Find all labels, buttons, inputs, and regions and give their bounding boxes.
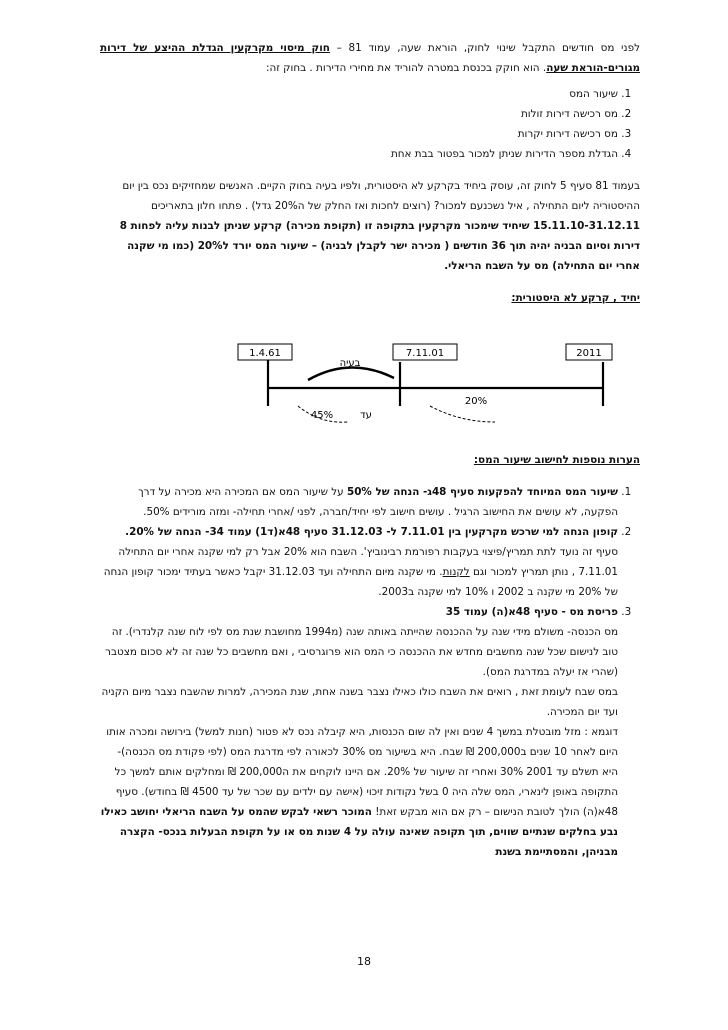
section-81-text: בעמוד 81 סעיף 5 לחוק זה, עוסק ביחיד בקרקע לא היסטורית, ולפיו בעיה בחוק הקיים. האנשים שמחזיקים נכס בין יום ההיסטוריה ליום התחילה , איל נשכנעם למכור? (רוצים לחכות ואז החלק של ה20% גדל) . פתחו חלון בתאריכים: [122, 180, 640, 212]
note-1-text: על שיעור המס אם המכירה היא מכירה על דרך הפקעה, לא עושים את החישוב הרגיל . עושים חישוב לפי יחיד/חברה, לפני /אחרי תחילה- ומזה מורידים 50%.: [138, 486, 618, 518]
until-label: עד: [360, 410, 372, 421]
list-item: 1. שיעור המס: [100, 84, 618, 104]
notes-list: [100, 482, 640, 862]
date-right: 2011: [576, 348, 602, 359]
list-item: 4. הגדלת מספר הדירות שניתן למכור בפטור בבת אחת: [100, 144, 618, 164]
single-non-historic-heading: יחיד , קרקע לא היסטורית:: [511, 292, 640, 304]
note-2-underlined: לקנות: [442, 566, 470, 578]
date-left: 1.4.61: [249, 348, 281, 359]
list-item: 3. מס רכישה דירות יקרות: [100, 124, 618, 144]
intro-paragraph: [100, 38, 640, 78]
note-2-tail: . מי שקנה מיום התחילה ועד 31.12.03 יקבל כאשר בעתיד ימכור קופון הנחה של 20% מי שקנה ב 2002 ו 10% למי שקנה ב2003.: [103, 566, 618, 598]
note-3-bold-tail: המוכר רשאי לבקש שהמס על השבח הריאלי יחושב כאילו נבע בחלקים שנתיים שווים, תוך תקופה שאינה עולה על 4 שנות מס או על תקופת הבעלות בנכס- הקצרה מבניהן, והמסתיימת בשנת: [100, 806, 618, 858]
intro-tail: . הוא חוקק בכנסת במטרה להוריד את מחירי הדירות . בחוק זה:: [265, 62, 547, 74]
page-number: 18: [357, 955, 371, 968]
section-81-bold: 15.11.10-31.12.11 שיחיד שימכור מקרקעין בתקופה זו (תקופת מכירה) קרקע שניתן לבנות עליה לפחות 8 דירות וסיום הבניה יהיה תוך 36 חודשים ( מכירה ישר לקבלן לבניה) – שיעור המס יורד ל20% (כמו מי שקנה אחרי יום התחילה) מס על השבח הריאלי.: [119, 220, 640, 272]
note-3-line-1: מס הכנסה- משולם מידי שנה על ההכנסה שהייתה באותה שנה (מ1994 מחושבת שנת מס לפי לוח שנה קלנדרי). זה טוב לנישום שכל שנה מחשבים מחדש את ההכנסה כי המס הוא פרוגרסיבי , ואם מחשבים כל שנה זה לא סכום מצטבר (שהרי אז יעלה במדרגת המס).: [105, 626, 618, 678]
problem-label: בעיה: [339, 358, 361, 369]
pct-left: 45%: [310, 410, 334, 421]
note-item: [100, 522, 618, 602]
note-item: [100, 602, 618, 862]
note-2-bold: קופון הנחה למי שרכש מקרקעין בין 7.11.01 ל- 31.12.03 סעיף 48א(ד1) עמוד 34- הנחה של 20%.: [125, 526, 618, 538]
right-span-arc: [430, 406, 495, 422]
problem-arc: [308, 367, 394, 380]
note-3-bold: פריסת מס - סעיף 48א(ה) עמוד 35: [445, 606, 618, 618]
law-topics-list: [100, 84, 640, 164]
note-item: [100, 482, 618, 522]
note-3-line-2: במס שבח לעומת זאת , רואים את השבח כולו כאילו נצבר בשנה אחת, שנת המכירה, למרות שהשבח נצבר מיום הקניה ועד יום המכירה.: [101, 686, 618, 718]
note-2-text: סעיף זה נועד לתת תמריץ/פיצוי בעקבות רפורמת רבינוביץ'. השבח הוא 20% אבל רק למי שקנה אחרי יום התחילה 7.11.01 , נותן תמריץ למכור וגם: [118, 546, 618, 578]
document-page: [100, 38, 640, 862]
section-81-paragraph: [100, 176, 640, 276]
law-title: חוק מיסוי מקרקעין הגדלת ההיצע של דירות מגורים-הוראת שעה: [100, 42, 640, 74]
intro-text: לפני מס חודשים התקבל שינוי לחוק, הוראת שעה, עמוד 81 –: [329, 42, 640, 54]
note-3-line-3: דוגמא : מזל מובטלת במשך 4 שנים ואין לה שום הכנסות, היא קיבלה נכס לא פטור (חנות למשל) בירושה ומכרה אותו היום לאחר 10 שנים ב200,000 ₪ שבח. היא בשיעור מס 30% לכאורה לפי מדרגת המס (לפי פקודת מס הכנסה)- היא תשלם עד 2001 30% ואחרי זה שיעור של 20%. אם היינו לוקחים את ה200,000 ₪ ומחלקים אותם למשך כל התקופה באופן לינארי, המס שלה היה 0 בשל נקודות זיכוי (אישה עם ילדים עם שכר של עד 4500 ₪ בחודש). סעיף 48א(ה) הולך לטובת הנישום – רק אם הוא מבקש זאת!: [106, 726, 618, 818]
timeline-diagram: [100, 322, 640, 432]
list-item: 2. מס רכישה דירות זולות: [100, 104, 618, 124]
note-1-bold: שיעור המס המיוחד להפקעות סעיף 48ג- הנחה של 50%: [346, 486, 618, 498]
timeline-svg: [100, 322, 640, 432]
notes-heading: הערות נוספות לחישוב שיעור המס:: [473, 454, 640, 466]
pct-right: 20%: [464, 396, 488, 407]
date-mid: 7.11.01: [405, 348, 445, 359]
